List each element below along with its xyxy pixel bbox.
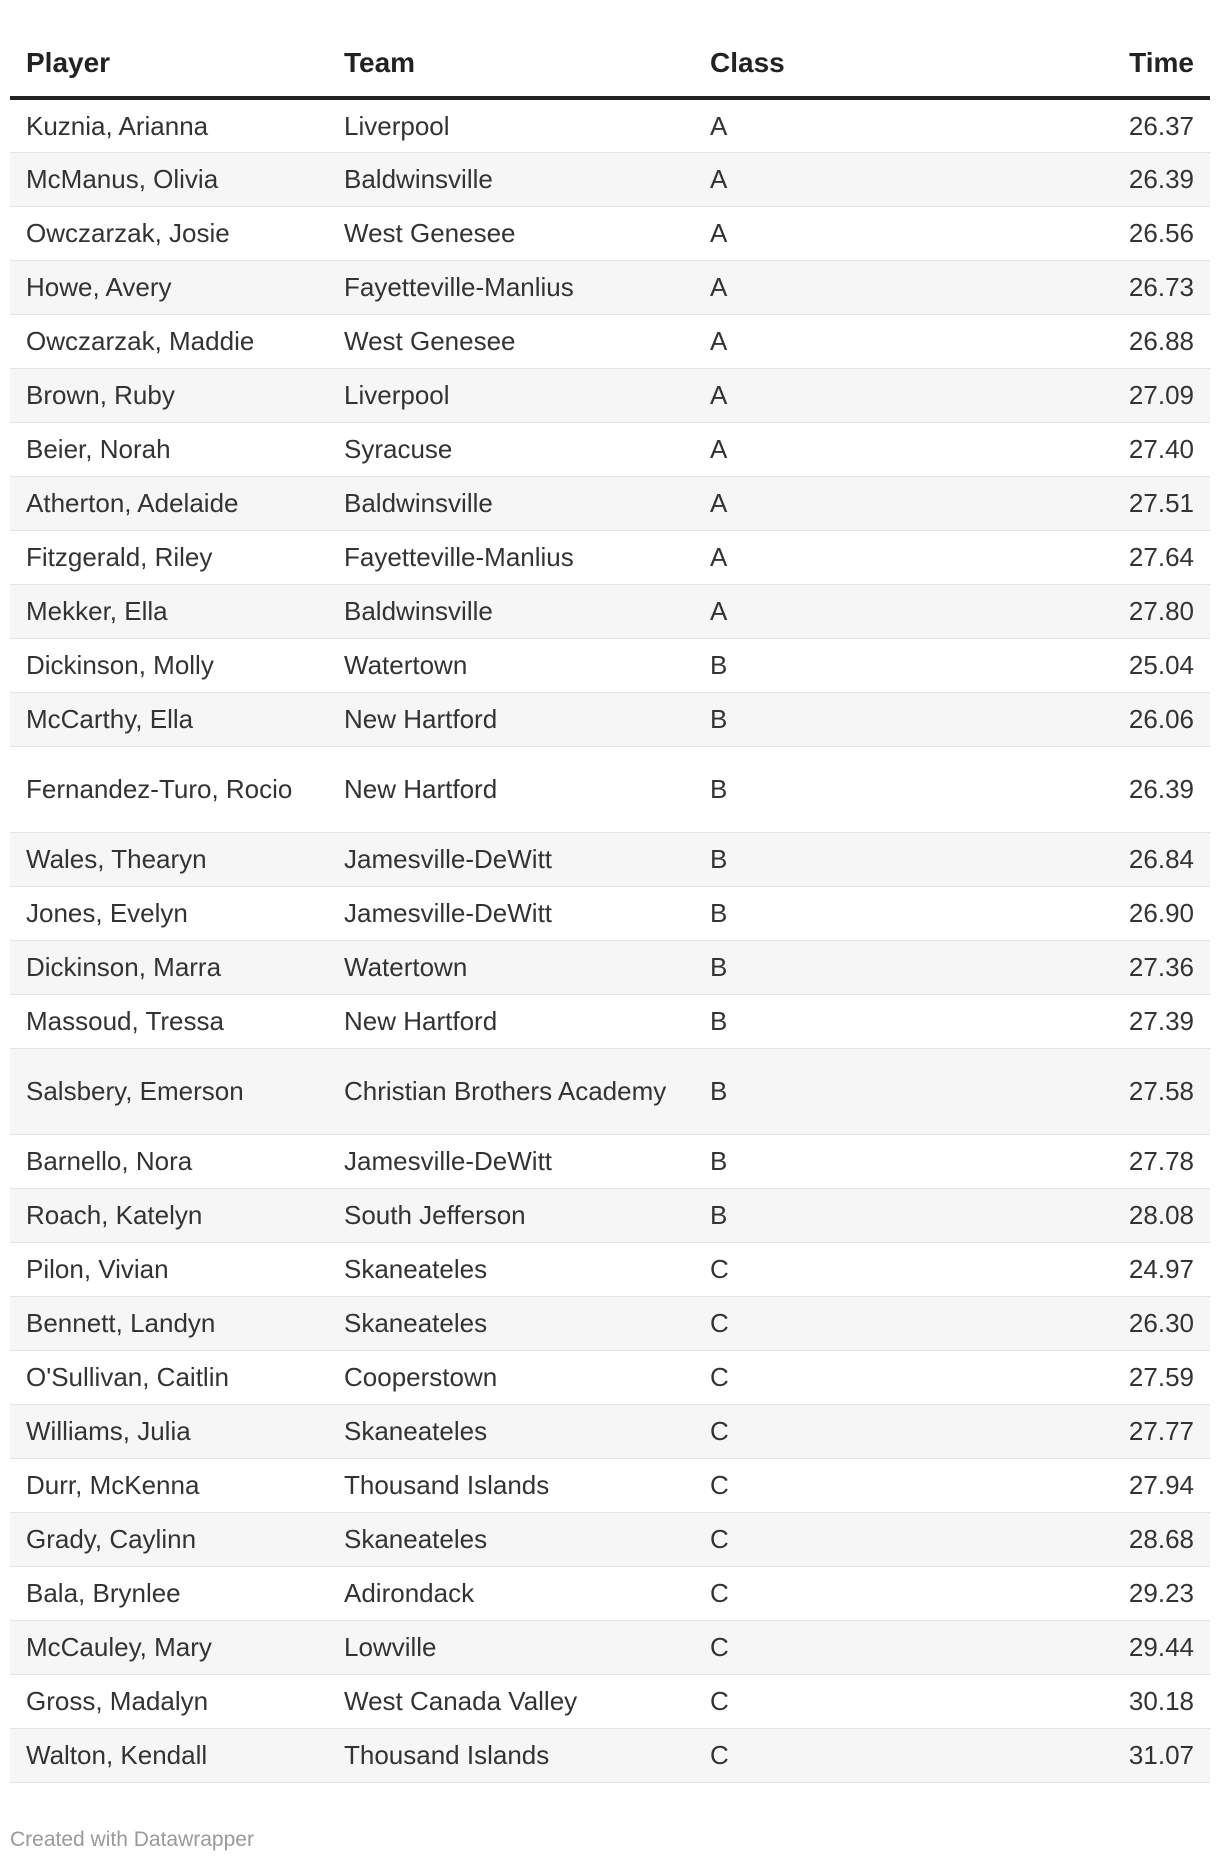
player-cell: Gross, Madalyn bbox=[10, 1674, 328, 1728]
table-header bbox=[10, 30, 1210, 98]
time-cell: 27.64 bbox=[944, 530, 1210, 584]
class-cell: A bbox=[694, 260, 944, 314]
time-cell: 27.36 bbox=[944, 940, 1210, 994]
class-cell: B bbox=[694, 692, 944, 746]
player-cell: Beier, Norah bbox=[10, 422, 328, 476]
team-cell: West Canada Valley bbox=[328, 1674, 694, 1728]
player-cell: McCarthy, Ella bbox=[10, 692, 328, 746]
results-table bbox=[10, 30, 1210, 1783]
team-cell: Skaneateles bbox=[328, 1242, 694, 1296]
player-cell: Salsbery, Emerson bbox=[10, 1048, 328, 1134]
player-cell: Dickinson, Marra bbox=[10, 940, 328, 994]
player-cell: Wales, Thearyn bbox=[10, 832, 328, 886]
class-cell: A bbox=[694, 152, 944, 206]
player-cell: Walton, Kendall bbox=[10, 1728, 328, 1782]
player-cell: Roach, Katelyn bbox=[10, 1188, 328, 1242]
player-cell: Atherton, Adelaide bbox=[10, 476, 328, 530]
team-cell: South Jefferson bbox=[328, 1188, 694, 1242]
class-cell: A bbox=[694, 530, 944, 584]
player-cell: Bennett, Landyn bbox=[10, 1296, 328, 1350]
datawrapper-credit: Created with Datawrapper bbox=[10, 1828, 254, 1851]
team-cell: Jamesville-DeWitt bbox=[328, 886, 694, 940]
class-cell: B bbox=[694, 940, 944, 994]
table-row bbox=[10, 530, 1210, 584]
table-row bbox=[10, 152, 1210, 206]
player-cell: Dickinson, Molly bbox=[10, 638, 328, 692]
time-cell: 27.77 bbox=[944, 1404, 1210, 1458]
class-cell: A bbox=[694, 476, 944, 530]
table-row bbox=[10, 1512, 1210, 1566]
class-cell: A bbox=[694, 206, 944, 260]
player-cell: O'Sullivan, Caitlin bbox=[10, 1350, 328, 1404]
table-row bbox=[10, 1296, 1210, 1350]
player-cell: McManus, Olivia bbox=[10, 152, 328, 206]
time-cell: 27.51 bbox=[944, 476, 1210, 530]
column-header-class[interactable]: Class bbox=[694, 30, 944, 98]
table-row bbox=[10, 638, 1210, 692]
time-cell: 24.97 bbox=[944, 1242, 1210, 1296]
class-cell: A bbox=[694, 422, 944, 476]
time-cell: 27.40 bbox=[944, 422, 1210, 476]
class-cell: C bbox=[694, 1296, 944, 1350]
table-row bbox=[10, 1728, 1210, 1782]
time-cell: 28.68 bbox=[944, 1512, 1210, 1566]
player-cell: Grady, Caylinn bbox=[10, 1512, 328, 1566]
class-cell: B bbox=[694, 746, 944, 832]
player-cell: Durr, McKenna bbox=[10, 1458, 328, 1512]
team-cell: Baldwinsville bbox=[328, 476, 694, 530]
time-cell: 26.88 bbox=[944, 314, 1210, 368]
table-row bbox=[10, 832, 1210, 886]
team-cell: Skaneateles bbox=[328, 1512, 694, 1566]
table-body bbox=[10, 98, 1210, 1782]
time-cell: 27.58 bbox=[944, 1048, 1210, 1134]
player-cell: Williams, Julia bbox=[10, 1404, 328, 1458]
class-cell: B bbox=[694, 638, 944, 692]
class-cell: A bbox=[694, 98, 944, 152]
player-cell: Pilon, Vivian bbox=[10, 1242, 328, 1296]
table-row bbox=[10, 1048, 1210, 1134]
player-cell: Barnello, Nora bbox=[10, 1134, 328, 1188]
team-cell: Liverpool bbox=[328, 368, 694, 422]
class-cell: C bbox=[694, 1566, 944, 1620]
player-cell: Owczarzak, Maddie bbox=[10, 314, 328, 368]
class-cell: B bbox=[694, 994, 944, 1048]
team-cell: Thousand Islands bbox=[328, 1728, 694, 1782]
time-cell: 27.59 bbox=[944, 1350, 1210, 1404]
time-cell: 26.37 bbox=[944, 98, 1210, 152]
class-cell: C bbox=[694, 1512, 944, 1566]
time-cell: 29.44 bbox=[944, 1620, 1210, 1674]
column-header-team[interactable]: Team bbox=[328, 30, 694, 98]
table-row bbox=[10, 368, 1210, 422]
class-cell: C bbox=[694, 1728, 944, 1782]
class-cell: C bbox=[694, 1404, 944, 1458]
time-cell: 27.94 bbox=[944, 1458, 1210, 1512]
player-cell: Kuznia, Arianna bbox=[10, 98, 328, 152]
class-cell: C bbox=[694, 1620, 944, 1674]
header-row bbox=[10, 30, 1210, 98]
class-cell: A bbox=[694, 584, 944, 638]
team-cell: Fayetteville-Manlius bbox=[328, 530, 694, 584]
table-row bbox=[10, 206, 1210, 260]
table-row bbox=[10, 1674, 1210, 1728]
table-row bbox=[10, 1620, 1210, 1674]
column-header-player[interactable]: Player bbox=[10, 30, 328, 98]
player-cell: Bala, Brynlee bbox=[10, 1566, 328, 1620]
table-row bbox=[10, 994, 1210, 1048]
class-cell: B bbox=[694, 886, 944, 940]
team-cell: New Hartford bbox=[328, 746, 694, 832]
team-cell: New Hartford bbox=[328, 994, 694, 1048]
table-row bbox=[10, 1134, 1210, 1188]
class-cell: A bbox=[694, 368, 944, 422]
time-cell: 26.84 bbox=[944, 832, 1210, 886]
team-cell: Baldwinsville bbox=[328, 584, 694, 638]
player-cell: Massoud, Tressa bbox=[10, 994, 328, 1048]
class-cell: C bbox=[694, 1242, 944, 1296]
time-cell: 30.18 bbox=[944, 1674, 1210, 1728]
table-row bbox=[10, 314, 1210, 368]
time-cell: 25.04 bbox=[944, 638, 1210, 692]
player-cell: Brown, Ruby bbox=[10, 368, 328, 422]
table-row bbox=[10, 476, 1210, 530]
time-cell: 26.39 bbox=[944, 152, 1210, 206]
time-cell: 26.39 bbox=[944, 746, 1210, 832]
team-cell: Syracuse bbox=[328, 422, 694, 476]
player-cell: Fitzgerald, Riley bbox=[10, 530, 328, 584]
class-cell: B bbox=[694, 1134, 944, 1188]
team-cell: Watertown bbox=[328, 638, 694, 692]
time-cell: 27.09 bbox=[944, 368, 1210, 422]
player-cell: Mekker, Ella bbox=[10, 584, 328, 638]
time-cell: 27.78 bbox=[944, 1134, 1210, 1188]
time-cell: 26.30 bbox=[944, 1296, 1210, 1350]
team-cell: Cooperstown bbox=[328, 1350, 694, 1404]
table-row bbox=[10, 692, 1210, 746]
time-cell: 26.56 bbox=[944, 206, 1210, 260]
table-row bbox=[10, 1404, 1210, 1458]
table-row bbox=[10, 940, 1210, 994]
team-cell: Thousand Islands bbox=[328, 1458, 694, 1512]
table-row bbox=[10, 886, 1210, 940]
time-cell: 26.73 bbox=[944, 260, 1210, 314]
time-cell: 27.80 bbox=[944, 584, 1210, 638]
player-cell: Jones, Evelyn bbox=[10, 886, 328, 940]
time-cell: 26.90 bbox=[944, 886, 1210, 940]
table-row bbox=[10, 98, 1210, 152]
player-cell: Owczarzak, Josie bbox=[10, 206, 328, 260]
team-cell: Skaneateles bbox=[328, 1404, 694, 1458]
team-cell: Jamesville-DeWitt bbox=[328, 832, 694, 886]
table-row bbox=[10, 1188, 1210, 1242]
column-header-time[interactable]: Time bbox=[944, 30, 1210, 98]
class-cell: C bbox=[694, 1674, 944, 1728]
time-cell: 29.23 bbox=[944, 1566, 1210, 1620]
table-row bbox=[10, 584, 1210, 638]
player-cell: McCauley, Mary bbox=[10, 1620, 328, 1674]
player-cell: Fernandez-Turo, Rocio bbox=[10, 746, 328, 832]
table-row bbox=[10, 1350, 1210, 1404]
team-cell: Christian Brothers Academy bbox=[328, 1048, 694, 1134]
team-cell: Lowville bbox=[328, 1620, 694, 1674]
team-cell: West Genesee bbox=[328, 314, 694, 368]
table-row bbox=[10, 260, 1210, 314]
time-cell: 31.07 bbox=[944, 1728, 1210, 1782]
team-cell: Fayetteville-Manlius bbox=[328, 260, 694, 314]
table-row bbox=[10, 1566, 1210, 1620]
table-row bbox=[10, 1458, 1210, 1512]
time-cell: 26.06 bbox=[944, 692, 1210, 746]
table-row bbox=[10, 1242, 1210, 1296]
time-cell: 28.08 bbox=[944, 1188, 1210, 1242]
team-cell: New Hartford bbox=[328, 692, 694, 746]
team-cell: Skaneateles bbox=[328, 1296, 694, 1350]
team-cell: Watertown bbox=[328, 940, 694, 994]
class-cell: B bbox=[694, 832, 944, 886]
class-cell: C bbox=[694, 1458, 944, 1512]
team-cell: West Genesee bbox=[328, 206, 694, 260]
table-row bbox=[10, 746, 1210, 832]
table-row bbox=[10, 422, 1210, 476]
class-cell: B bbox=[694, 1188, 944, 1242]
player-cell: Howe, Avery bbox=[10, 260, 328, 314]
class-cell: A bbox=[694, 314, 944, 368]
class-cell: C bbox=[694, 1350, 944, 1404]
team-cell: Jamesville-DeWitt bbox=[328, 1134, 694, 1188]
team-cell: Liverpool bbox=[328, 98, 694, 152]
class-cell: B bbox=[694, 1048, 944, 1134]
team-cell: Adirondack bbox=[328, 1566, 694, 1620]
team-cell: Baldwinsville bbox=[328, 152, 694, 206]
time-cell: 27.39 bbox=[944, 994, 1210, 1048]
